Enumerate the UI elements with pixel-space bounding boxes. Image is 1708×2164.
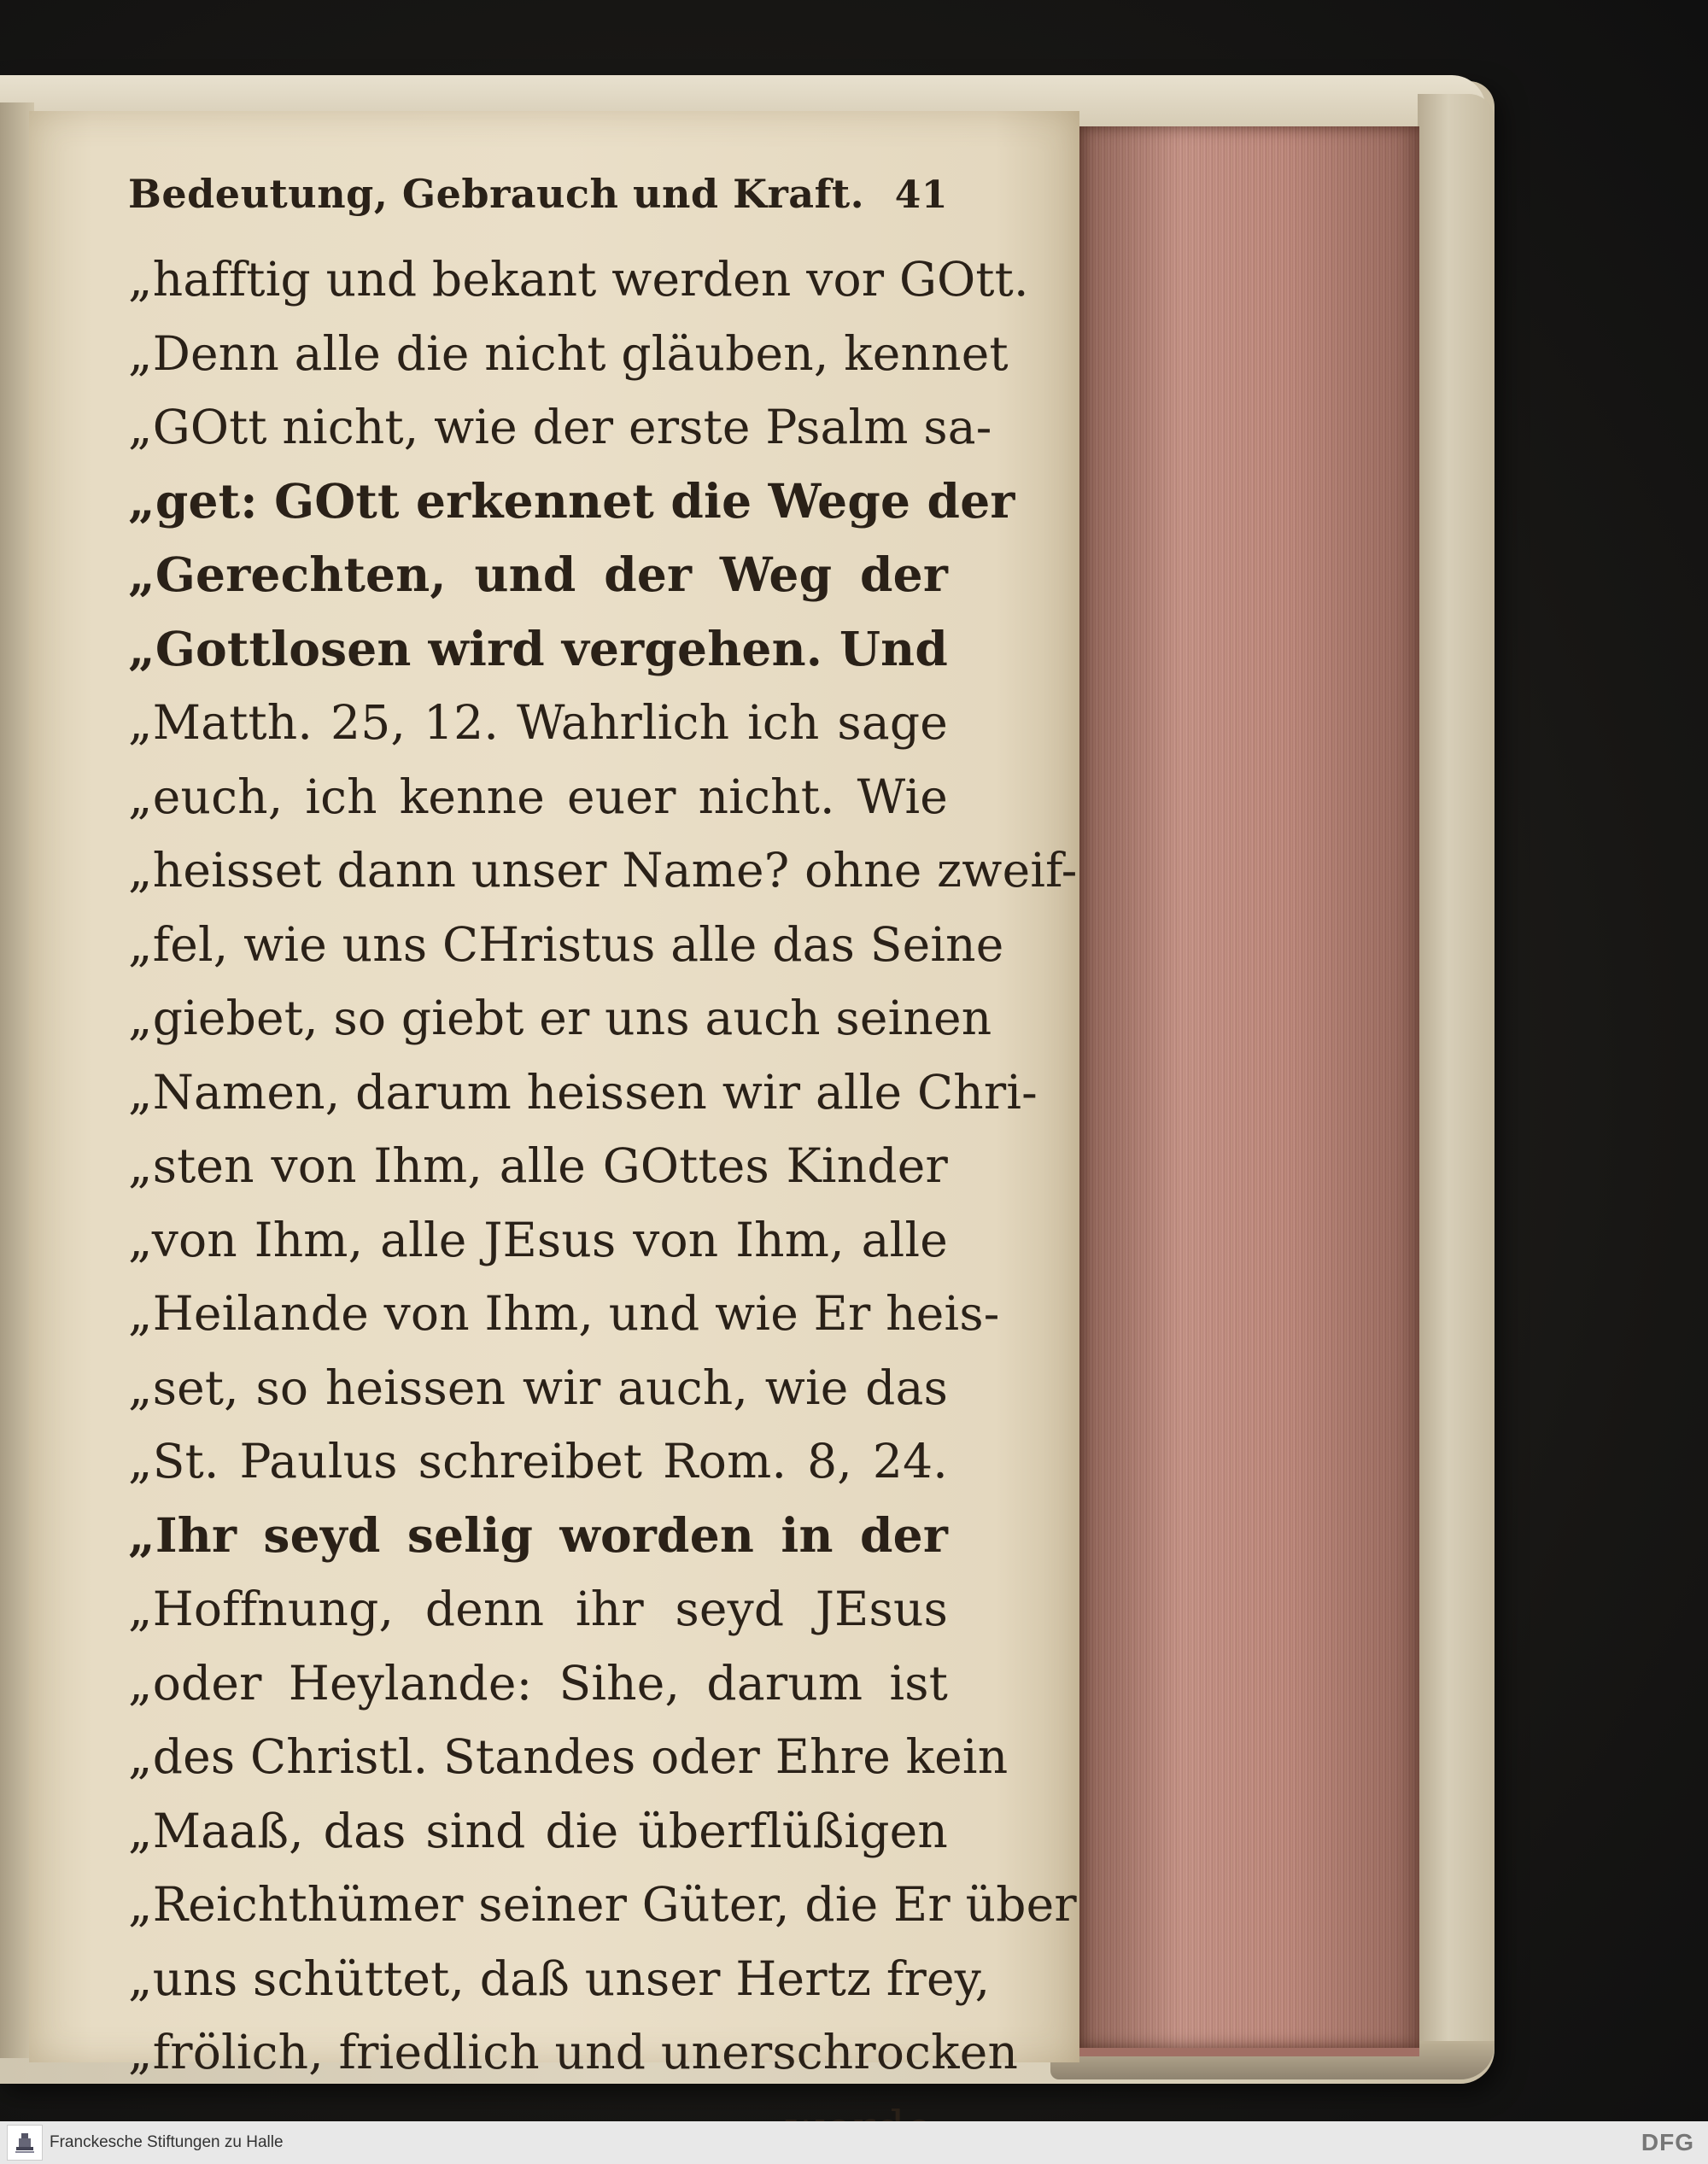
text-line: „uns schüttet, daß unser Hertz frey, — [128, 1951, 991, 2006]
text-line: „Maaß, das sind die überflüßigen — [128, 1803, 948, 1858]
dfg-logo[interactable]: DFG — [1641, 2129, 1694, 2155]
footer-left — [0, 2125, 284, 2161]
running-head-title: Bedeutung, Gebrauch und Kraft. — [128, 171, 865, 217]
cover-spine-edge — [1418, 94, 1494, 2075]
text-line: „Namen, darum heissen wir alle Chri- — [128, 1064, 1038, 1120]
text-line: „des Christl. Standes oder Ehre kein — [128, 1729, 1009, 1784]
text-line: „Gottlosen wird vergehen. Und — [128, 620, 948, 676]
text-line: „St. Paulus schreibet Rom. 8, 24. — [128, 1434, 948, 1488]
text-line: „oder Heylande: Sihe, darum ist — [128, 1655, 948, 1711]
text-lines — [128, 243, 1078, 2090]
page-edge-shading — [1078, 126, 1419, 2048]
text-line: „sten von Ihm, alle GOttes Kinder — [128, 1138, 948, 1193]
text-line: „Heilande von Ihm, und wie Er heis- — [128, 1286, 1000, 1341]
page-number: 41 — [894, 173, 948, 217]
text-line: „Reichthümer seiner Güter, die Er über — [128, 1877, 1077, 1932]
footer-bar — [0, 2121, 1708, 2164]
text-line: „Denn alle die nicht gläuben, kennet — [128, 325, 1009, 381]
institution-name: Franckesche Stiftungen zu Halle — [50, 2133, 284, 2151]
text-line: „euch, ich kenne euer nicht. Wie — [128, 769, 948, 824]
text-line: „fel, wie uns CHristus alle das Seine — [128, 916, 1004, 972]
text-line: „Hoffnung, denn ihr seyd JEsus — [128, 1582, 948, 1636]
text-line: „giebet, so giebt er uns auch seinen — [128, 991, 992, 1045]
running-head — [128, 171, 948, 236]
text-line: „Matth. 25, 12. Wahrlich ich sage — [128, 695, 948, 750]
text-line: „Gerechten, und der Weg der — [128, 547, 948, 602]
text-line: „frölich, friedlich und unerschrocken — [128, 2025, 1019, 2079]
page-text — [128, 171, 1078, 2164]
institution-logo-icon[interactable] — [7, 2125, 43, 2161]
text-line: „von Ihm, alle JEsus von Ihm, alle — [128, 1212, 948, 1267]
text-line: „heisset dann unser Name? ohne zweif- — [128, 843, 1078, 898]
text-line: „hafftig und bekant werden vor GOtt. — [128, 252, 1029, 307]
text-line: „Ihr seyd selig worden in der — [128, 1506, 948, 1563]
text-line: „set, so heissen wir auch, wie das — [128, 1360, 948, 1415]
text-line: „GOtt nicht, wie der erste Psalm sa- — [128, 400, 992, 454]
text-line: „get: GOtt erkennet die Wege der — [128, 472, 1015, 529]
